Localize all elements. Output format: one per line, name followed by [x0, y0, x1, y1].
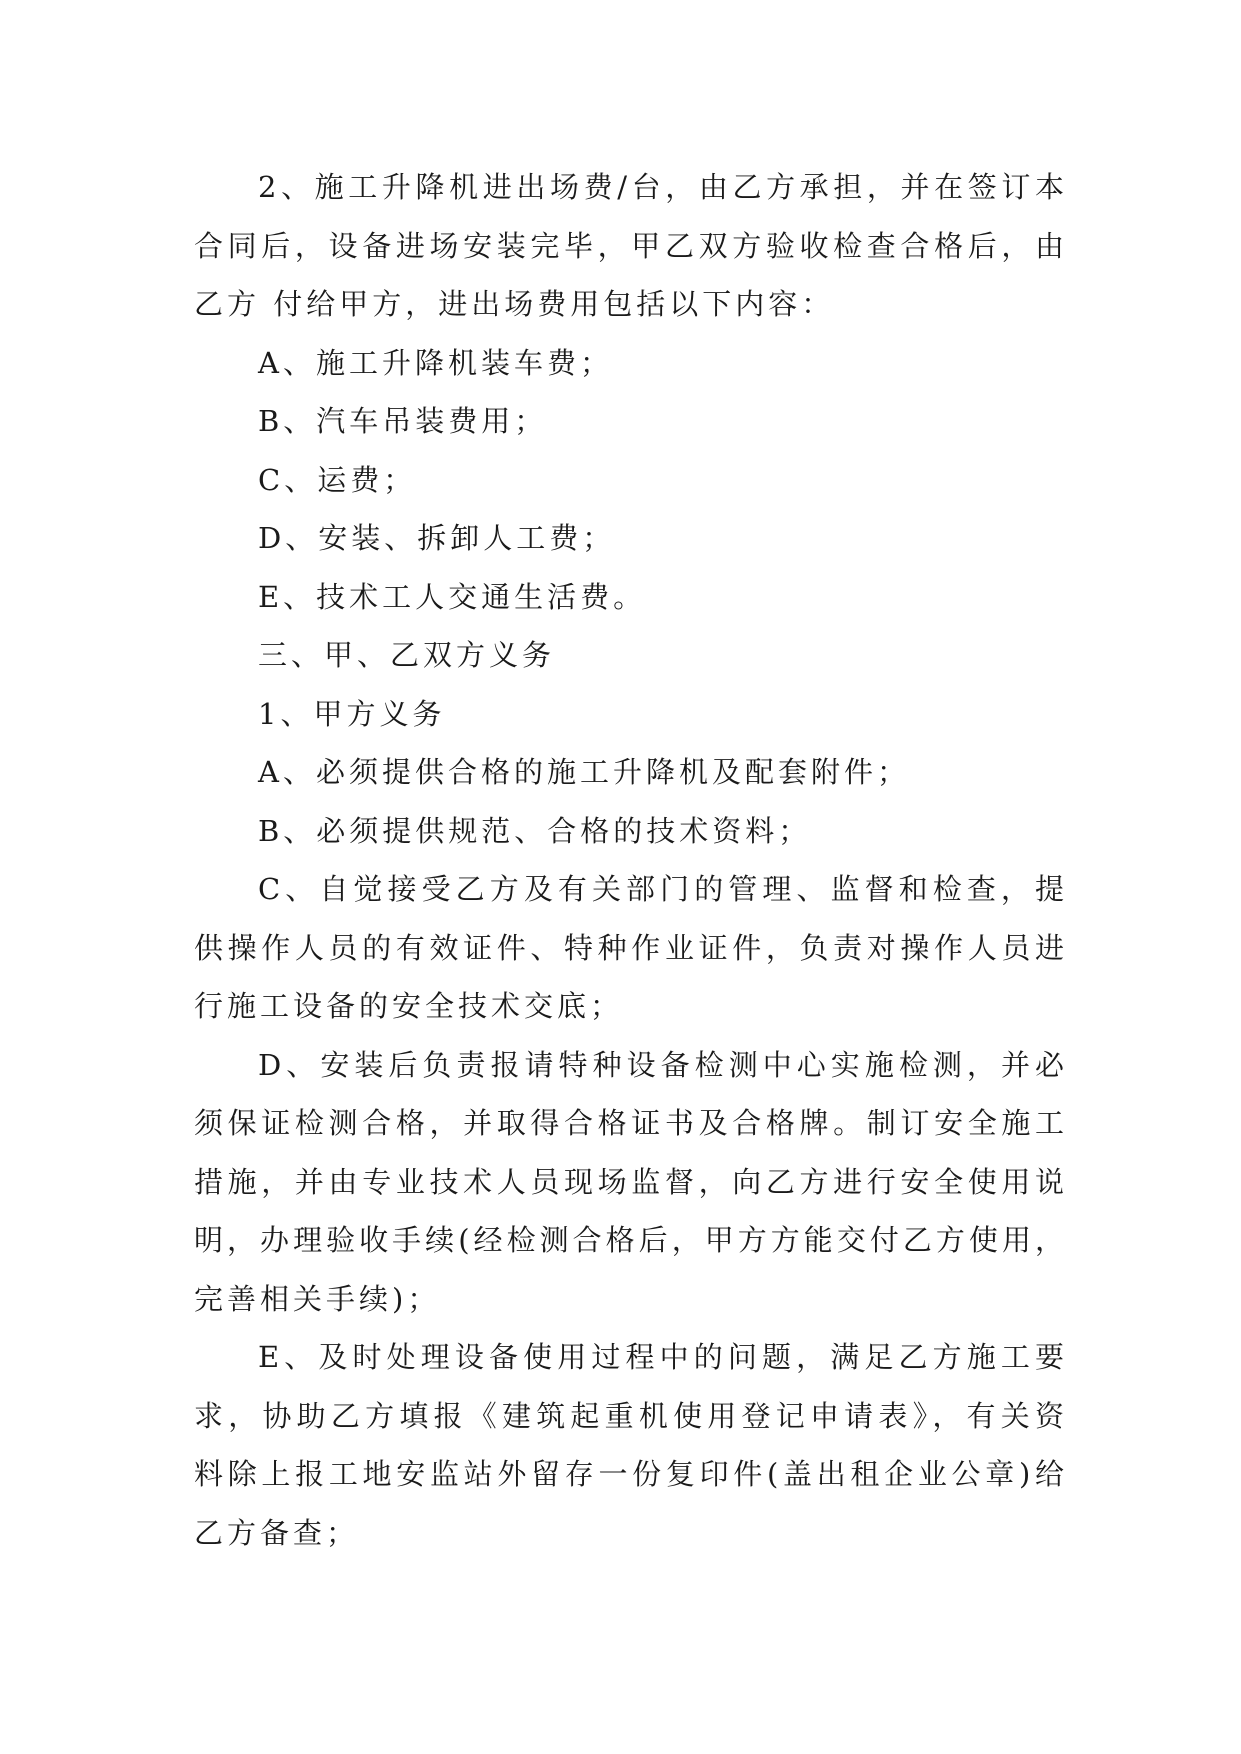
paragraph-fee-terms: 2、施工升降机进出场费/台，由乙方承担，并在签订本合同后，设备进场安装完毕，甲乙双方验收检查合格后，由乙方 付给甲方，进出场费用包括以下内容： — [194, 170, 1068, 321]
list-item-freight: C、运费； — [258, 462, 417, 497]
list-item-crane-fee: B、汽车吊装费用； — [258, 404, 548, 438]
obligation-item-b: B、必须提供规范、合格的技术资料； — [258, 813, 812, 848]
obligation-item-a: A、必须提供合格的施工升降机及配套附件； — [258, 755, 910, 789]
section-heading-obligations: 三、甲、乙双方义务 — [258, 638, 556, 672]
list-item-loading-fee: A、施工升降机装车费； — [258, 345, 613, 380]
obligation-item-e: E、及时处理设备使用过程中的问题，满足乙方施工要求，协助乙方填报《建筑起重机使用登记申请表》，有关资料除上报工地安监站外留存一份复印件(盖出租企业公章)给乙方备查； — [194, 1340, 1068, 1550]
document-page — [194, 158, 1068, 1562]
subsection-heading-party-a: 1、甲方义务 — [258, 696, 446, 731]
obligation-item-d: D、安装后负责报请特种设备检测中心实施检测，并必须保证检测合格，并取得合格证书及合格牌。制订安全施工措施，并由专业技术人员现场监督，向乙方进行安全使用说明，办理验收手续(经检测合格后，甲方方能交付乙方使用，完善相关手续)； — [194, 1047, 1068, 1316]
list-item-travel-expense: E、技术工人交通生活费。 — [258, 579, 647, 614]
list-item-install-labor: D、安装、拆卸人工费； — [258, 521, 616, 555]
obligation-item-c: C、自觉接受乙方及有关部门的管理、监督和检查，提供操作人员的有效证件、特种作业证件，负责对操作人员进行施工设备的安全技术交底； — [194, 872, 1068, 1023]
